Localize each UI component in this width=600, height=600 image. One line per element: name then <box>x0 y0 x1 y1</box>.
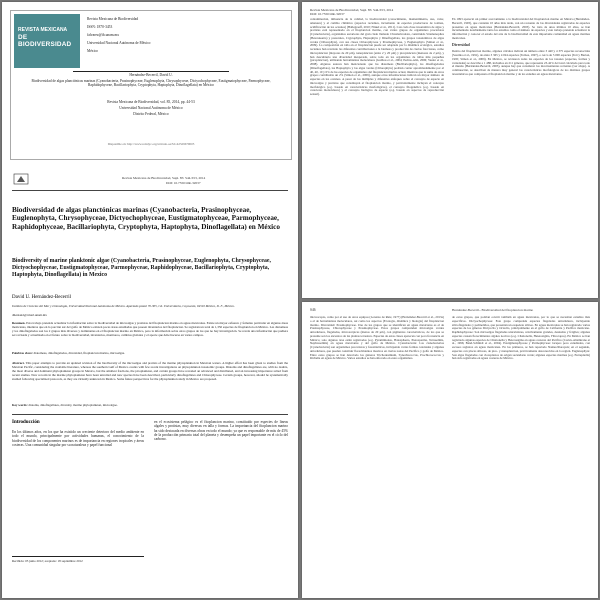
intro-heading: Introducción <box>12 420 40 425</box>
abstract-label: Abstract. <box>12 361 25 365</box>
palabras-text: diatomeas, dinoflagelados, diversidad, fitoplancton marino, microalgas. <box>33 351 125 355</box>
cover-citation: Biodiversidad de algas planctónicas marinas (Cyanobacteria, Prasinophyceae, Euglenophyta, Chrysophyceae, Dictyochophyceae, Eustigmatophyceae, Parmophyceae, Raphidophyceae, Bacillariophyta, Cryptophyta, Haptophyta, Dinoflagellata) en México <box>31 79 271 88</box>
resumen-label: Resumen. <box>12 321 26 325</box>
affiliation: Instituto de Ciencias del Mar y Limnología, Universidad Nacional Autónoma de México. Apartado postal 70-305, Cd. Universitaria, Coyoacán, 04510 México, D. F., México. <box>12 304 235 308</box>
article-header-journal: Revista Mexicana de Biodiversidad, Supl. 85: S44-S53, 2014 <box>122 176 206 180</box>
page3-col-2: de estos grupos, que podrían ocurrir también en aguas mexicanas, por lo que se necesitan estudios más específicos. Dictyochophyceae: Este grupo comprende especies flageladas unicelulares, incluyendo silicoflagelados y pedinelidos, que presentan un esqueleto silíceo. En aguas mexicanas se han registrado varias especies de los géneros Dictyocha y Octactis, principalmente en el golfo de California y Pacífico mexicano. Raphidophyceae: Son microalgas flageladas unicelulares, relativamente grandes, desnudas y frágiles; algunas especies causan florecimientos algales nocivos (e.g. Chattonella, Heterosigma, Fibrocapsa). En México se han registrado algunas especies de Chattonella y Heterosigma en aguas costeras del Pacífico (Cortés-Altamirano et al., 1996; Band-Schmidt et al., 2004). Eustigmatophyceae y Parmophyceae: Grupos poco estudiados, con escasos registros en aguas mexicanas. En los primeros, se han reportado Nannochloropsis; en el segundo, especies con placas silíceas, de pico- y nanoplancton, prácticamente desconocidas en la región. Euglenophyta: Son algas flageladas con cloroplastos de origen secundario verde; algunas especies marinas (e.g. Eutreptiella) han sido registradas en aguas costeras de México. <box>452 316 590 361</box>
cover-university: Universidad Nacional Autónoma de México <box>87 41 151 45</box>
article-header-doi: DOI: 10.7550/rmb.32037 <box>166 181 201 185</box>
logo-line-2: DE BIODIVERSIDAD <box>18 34 72 48</box>
intro-col-2: en el ecosistema pelágico es el fitoplancton marino, constituido por especies de lineas algales y protistas, muy diversas en talla y formas. La importancia del fitoplancton marino ha sido destacada en diversas obras en todo el mundo; ya que es responsable de más de 45% de la producción primaria total del planeta y desempeña un papel importante en el ciclo del carbono. <box>154 420 288 442</box>
title-es: Biodiversidad de algas planctónicas marinas (Cyanobacteria, Prasinophyceae, Euglenophyta, Chrysophyceae, Dictyochophyceae, Eustigmatophyceae, Parmophyceae, Raphidophyceae, Bacillariophyta, Cryptophyta, Haptophyta, Dinoflagellata) en México <box>12 206 280 231</box>
intro-col-1: En los últimos años, en los que ha existido un creciente deterioro del medio ambiente en todo el mundo, principalmente por actividades humanas, el conocimiento de la biodiversidad de los componentes marinos es de importancia en regiones tropicales y áreas costeras. Una comunidad singular por su naturaleza y papel funcional <box>12 430 144 447</box>
palabras-label: Palabras clave: <box>12 351 33 355</box>
keywords-label: Key words: <box>12 403 28 407</box>
page-2 <box>302 2 598 298</box>
page-3 <box>302 302 598 598</box>
keywords <box>12 404 288 408</box>
page3-col-1: microscopio, como por el uso de otros equipos (Lorenzo de Ruiz, 1977) (Hernández-Becerril et al., 2013a) o el de herramientas moleculares, así como los aspectos (Ecología, dinámica y biología) del fitoplancton marino. Diversidad: Prasinophyceae. Uno de los grupos que se identifican en aguas mexicanas es el de Prasinophyceae, Chlorophyceae y Prasinophyceae. Estos grupos comprenden microalgas verdes unicelulares, flageladas, microscópicas (menos de 20 μm), con pigmentos característicos, de los que se presume son los ancestros de las plantas terrestres. Especies de estas clases aparecen con poca frecuencia en México; solo algunos taxa están registrados (e.g. Pyramimonas, Halosphaera, Pterosperma, Tetraselmis, Nephroselmis) en aguas mexicanas y del golfo de México. Cyanobacteria: Las cianobacterias (Cyanobacteria) son organismos procariotas y fotosintéticos, incluyendo varias formas coloniales y algunas unicelulares, que pueden constituir florecimientos masivos en ciertas zonas del Pacífico y golfo de México. Entre estos grupos se han detectado los géneros Trichodesmium, Synechococcus, Prochlorococcus y Richelia en aguas de México. Varios estudios se han enfocado en estos organismos. <box>310 316 444 361</box>
cover-email: falvarez@ib.unam.mx <box>87 33 120 37</box>
page2-doi: DOI: 10.7550/rmb.32037 <box>310 12 345 16</box>
logo-line-1: REVISTA MEXICANA <box>18 27 68 33</box>
page3-folio: S46 <box>310 308 316 312</box>
resumen-text: Esta trabajo pretende actualizar la información sobre la biodiversidad de microalgas y protistas del fitoplancton marino en aguas mexicanas. Existe un mayor esfuerzo y fomento particular en algunas áreas mexicanas, mientras que en la porción sur del golfo de México existen pocas áreas estudiadas que poseen inventarios del fitoplancton. Se registran un total de 1,350 especies de fitoplancton en México. Las diatomeas y los dinoflagelados son los 2 grupos más diversos y dominantes en el fitoplancton marino en México, pero la información sobre otros grupos de los que no hay investigación. Se revela una información que pudiera ser revisada y actualizada en el futuro sobre la biodiversidad, inventarios, monitoreo, cambios globales y el aporte que debe hacerse en varios campos. <box>12 321 288 337</box>
cover-author: Hernández-Becerril, David U. <box>129 73 173 77</box>
diversidad-heading: Diversidad <box>452 42 470 47</box>
author: David U. Hernández-Becerril <box>12 295 71 300</box>
publisher-logo <box>12 172 30 186</box>
author-email[interactable]: dhernand@cmarl.unam.mx <box>12 313 47 317</box>
title-en: Biodiversity of marine planktonic algae (Cyanobacteria, Prasinophyceae, Euglenophyta, Chrysophyceae, Dictyochophyceae, Eustigmatophyceae, Parmophyceae, Raphidophyceae, Bacillariophyta, Cryptophyta, Haptophyta, Dinoflagellata) in Mexico <box>12 258 271 278</box>
cover-place: Distrito Federal, México <box>133 112 169 116</box>
page2-header: Revista Mexicana de Biodiversidad, Supl. 85: S44-S53, 2014 <box>310 8 394 12</box>
abstract <box>12 362 288 382</box>
page3-header: Hernández-Becerril.- Biodiversidad del fitoplancton marino <box>452 308 534 312</box>
keywords-text: diatoms, dinoflagellates, diversity, marine phytoplankton, microalgae. <box>28 403 118 407</box>
page-1 <box>2 2 298 598</box>
cover-country: México <box>87 49 98 53</box>
cover-issn: ISSN: 1870-3453 <box>87 25 113 29</box>
cover-volume: Revista Mexicana de Biodiversidad, vol. 85, 2014, pp. 44-53 <box>107 100 195 104</box>
cover-journal: Revista Mexicana de Biodiversidad <box>87 17 139 21</box>
page2-col-1: contaminación, influencia de la calidad, la biodiversidad (conocimiento, mantenimiento, uso, valor, amenaza) y el cambio climático (aspectos recientes, incremento de especies productoras de toxinas, acidificación de los océanos) (Hallegraeff, 2010; Finkel et al., 2011). Con cada clase taxonómica de algas y protistas está representado en el fitoplancton marino, con varios grupos de organismos procariotas (Cyanobacteria), organismos eucariotas del gran clado llamado Chromalveolata, constituido Stramenopiles (Heterokonta) y pastorales, Cryptophyta, Haptophyta y Dinoflagellata, los grupos taxonómicos de algas verdes (Chlorophyta), con sus clases Chlorophyceae y Prasinophyceae, y Euglenophyta (Simon et al., 2009). La composición en talla en el fitoplancton puede ser adaptada por la dinámica ecológica, estudios recientes han revelado las diferentes contribuciones a la biomasa y producción de ciertas fracciones, como microplancton (mayores de 20 μm), nanoplancton (entre 2 y 20 μm) y picoplancton (menores de 2 μm), y han descubierto una diversidad inesperada, sobre todo en los organismos de tallas más pequeñas (picoplancton), utilizando herramientas moleculares (Guillou et al., 2004; Pedrós-Alió, 2006; Vaulot et al., 2008). Algunos autores han mencionado que las diatomeas (Bacillariophyta), los dinoflagelados (Dinoflagellata), las Haptophyta y las algas verdes (Chlorophyta) podrían contar aproximadamente por el 40, 40, 10 y 6% de las especies de organismos del fitoplancton marino actual, mientras que la suma de otros grupos contribuiría un 2% (Simon et al., 2009), aunque otras informaciones indican un mayor número de especies en los océanos. A pesar de los múltiples y diferentes enfoques sobre el concepto de especie en microalgas y protistas que constituyen el fitoplancton marino, y particularmente incluyen el concepto morfológico (e.g. basado en características morfológicas), el concepto filogenético (e.g. basado en caracteres moleculares) y el concepto biológico de especie (e.g. basado en aspectos de reproducción sexual). <box>310 18 444 96</box>
cover-sheet <box>10 10 292 160</box>
palabras-clave <box>12 352 288 356</box>
cover-url[interactable]: Disponible en: http://www.redalyc.org/articulo.oa?id=42529679005 <box>107 142 195 146</box>
page2-col-2: En 1993 apareció un primer acercamiento a la biodiversidad del fitoplancton marino en México (Hernández-Becerril, 1993), que contenía 10 años más tarde, con un recuento de las diversidades registradas de especies presentes en aguas mexicanas (Hernández-Becerril, 2003). Se trata de unos últimos 10 años, se han incrementado notablemente tanto los estudios como el número de especies y este trabajo pretende actualizar la información y conocer el estado del arte de la biodiversidad de esta importante comunidad en aguas marinas mexicanas. Diversidad Dentro del fitoplancton marino, algunos cálculos indican un número entre 3 440 y 4 375 especies reconocidas (Sournia et al., 1991), de entre 3 365 y 4 024 especies (Tomas, 1997), o cerca de 5 000 especies (Tett y Barton, 1995; Simon et al., 2009). En México, se revisaron todas las especies de los taxones (especies, formas y variedades) se describe a 1 488, incluidos en 211 géneros, que representa 23-42% del total calculado para todo el mundo (Hernández-Becerril, 2003), aunque hay que considerar los inconvenientes recientes (ver abajo). A continuación, se describen de manera muy general las características morfológicas de los distintos grupos taxonómicos que componen el fitoplancton marino y de los estudios en aguas mexicanas. <box>452 18 590 76</box>
abstract-text: This paper attempts to provide an updated revision of the biodiversity of the microalgae and protists of the marine phytoplankton in Mexican waters. A higher effort has been given to studies from the Mexican Pacific, considering the available literature, whereas the southern Gulf of Mexico counts with few recent investigations on phytoplankton taxonomic groups. Diatoms and dinoflagellates are, with no doubts, the most diverse and dominant phytoplankton groups in Mexico, but the smallest fractions, the picoplankton, and certain groups have revealed an advanced and distributed, and an increasing importance relied from recent studies. New records in the marine phytoplankton have been unveiled and new species have been described, particularly dinoflagellates and Chlorophyceae. Certain groups, however, should be systematically studied following specialized protocols, as they are virtually unknown in Mexico. Some future perspectives for the phytoplankton study in Mexico are proposed. <box>12 361 288 381</box>
journal-logo <box>14 14 80 68</box>
received-date: Recibido: 05 junio 2012; aceptado: 18 septiembre 2012 <box>12 559 83 563</box>
resumen <box>12 322 288 338</box>
cover-institution: Universidad Nacional Autónoma de México <box>119 106 183 110</box>
